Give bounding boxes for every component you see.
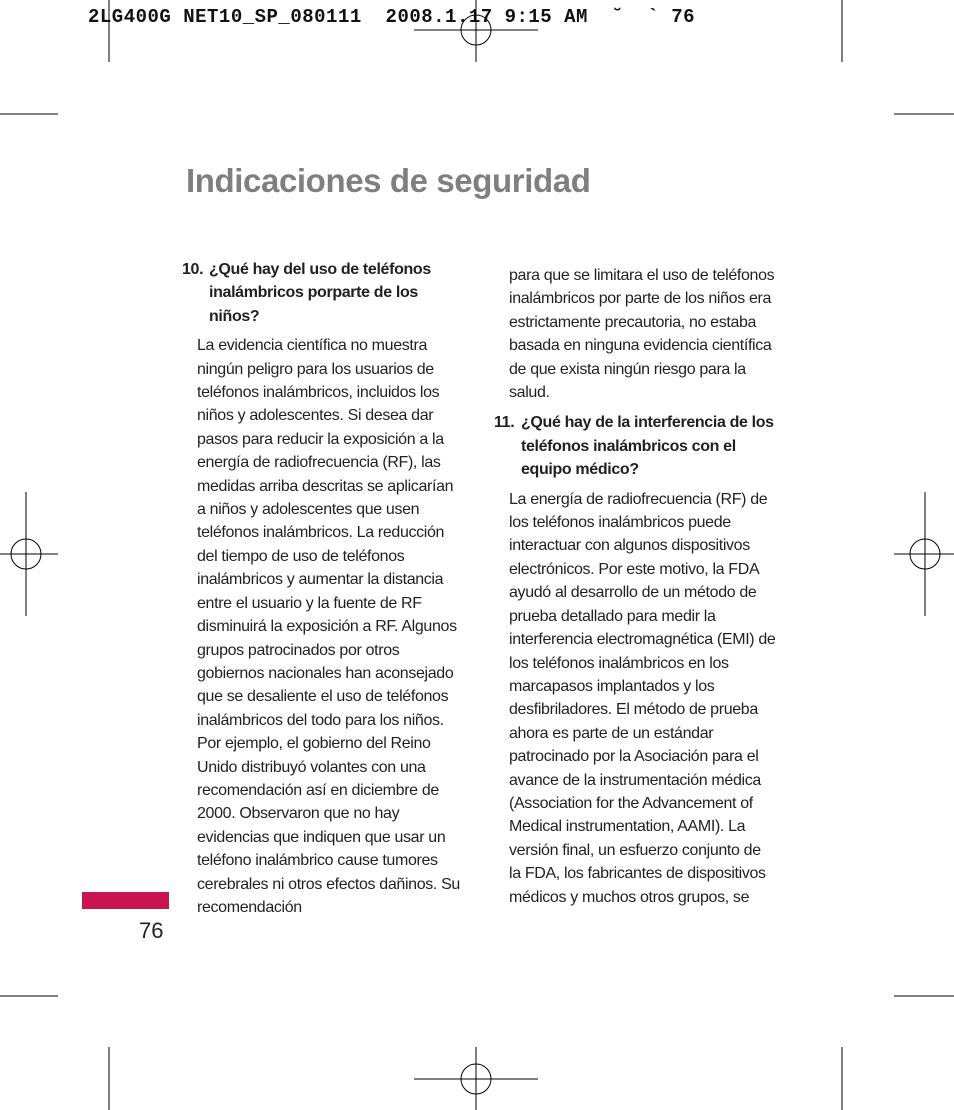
answer-10-continued-paragraph: para que se limitara el uso de teléfonos inalámbricos por parte de los niños era estrictamente precautoria, no estaba basada en ninguna evidencia científica de que exista ningún riesgo para la salud. xyxy=(509,267,775,402)
answer-11-paragraph: La energía de radiofrecuencia (RF) de los teléfonos inalámbricos puede interactuar con algunos dispositivos electrónicos. Por este motivo, la FDA ayudó al desarrollo de un método de prueba detallado para medir la interferencia electromagnética (EMI) de los teléfonos inalámbricos en los marcapasos implantados y los desfibriladores. El método de prueba ahora es parte de un estándar patrocinado por la Asociación para el avance de la instrumentación médica (Association for the Advancement of Medical instrumentation, AAMI). La versión final, un esfuerzo conjunto de la FDA, los fabricantes de dispositivos médicos y muchos otros grupos, se xyxy=(509,490,776,906)
question-text: ¿Qué hay del uso de teléfonos inalámbricos porparte de los niños? xyxy=(209,261,431,325)
question-11 xyxy=(494,411,776,481)
question-number: 10. xyxy=(182,261,204,278)
question-number: 11. xyxy=(494,414,515,432)
question-10 xyxy=(182,258,464,328)
left-column xyxy=(182,258,464,919)
right-column xyxy=(494,258,776,909)
question-text: ¿Qué hay de la interferencia de los teléfonos inalámbricos con el equipo médico? xyxy=(521,414,774,479)
page-color-tab xyxy=(82,892,169,909)
print-slug-line: 2LG400G NET10_SP_080111 2008.1.17 9:15 AM ˘ ` 76 xyxy=(88,6,695,28)
answer-10-paragraph: La evidencia científica no muestra ningún peligro para los usuarios de teléfonos inalámbricos, incluidos los niños y adolescentes. Si desea dar pasos para reducir la exposición a la energía de radiofrecuencia (RF), las medidas arriba descritas se aplicarían a niños y adolescentes que usen teléfonos inalámbricos. La reducción del tiempo de uso de teléfonos inalámbricos y aumentar la distancia entre el usuario y la fuente de RF disminuirá la exposición a RF. Algunos grupos patrocinados por otros gobiernos nacionales han aconsejado que se desaliente el uso de teléfonos inalámbricos del todo para los niños. Por ejemplo, el gobierno del Reino Unido distribuyó volantes con una recomendación así en diciembre de 2000. Observaron que no hay evidencias que indiquen que usar un teléfono inalámbrico cause tumores cerebrales ni otros efectos dañinos. Su recomendación xyxy=(197,337,460,916)
page-title: Indicaciones de seguridad xyxy=(186,162,591,199)
page-number: 76 xyxy=(139,918,164,943)
